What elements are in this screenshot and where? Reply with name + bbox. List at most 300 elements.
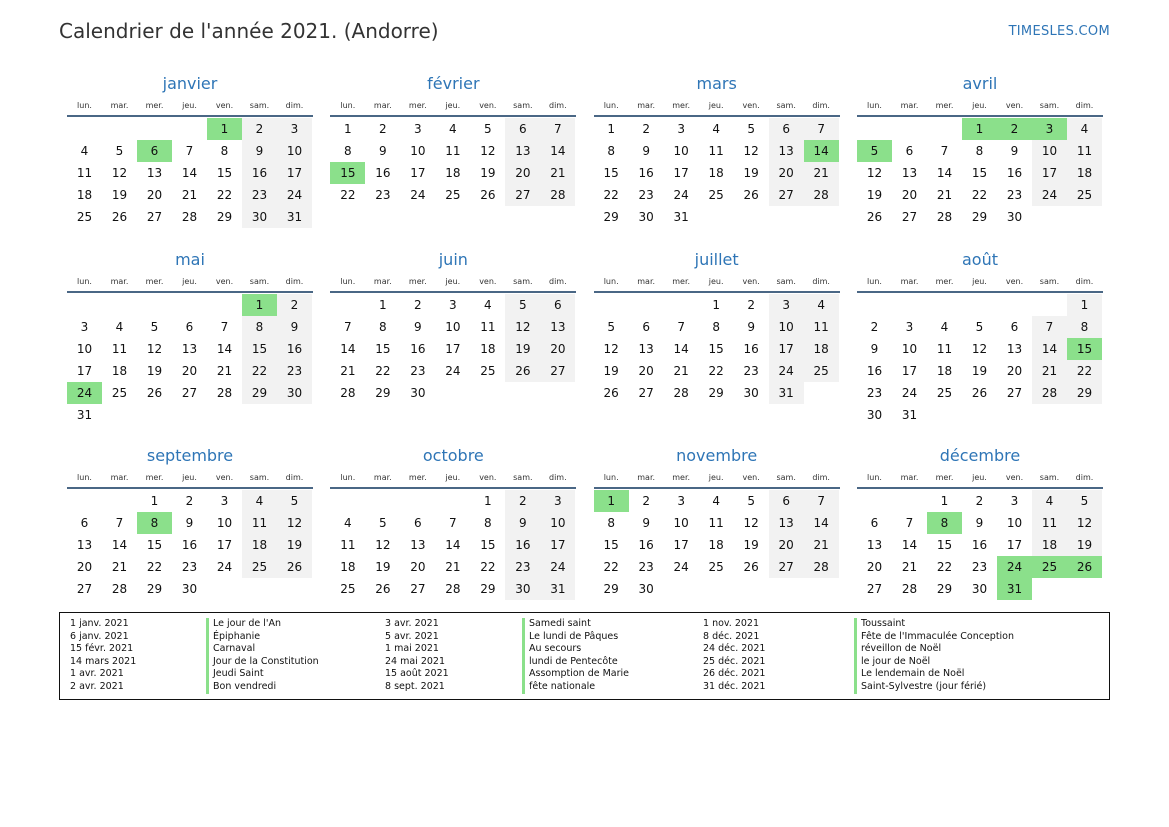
holiday-day-cell: 1 xyxy=(962,118,997,140)
day-cell: 12 xyxy=(111,166,128,180)
day-cell: 26 xyxy=(971,386,988,400)
day-grid xyxy=(67,294,313,426)
weekday-header xyxy=(330,468,576,489)
weekday-label: mar. xyxy=(373,277,392,286)
weekday-label: dim. xyxy=(1075,473,1094,482)
day-cell: 22 xyxy=(708,364,724,378)
empty-cell xyxy=(927,294,962,316)
day-cell: 21 xyxy=(673,364,689,378)
day-cell: 16 xyxy=(505,534,540,556)
weekday-label: mer. xyxy=(145,473,164,482)
weekday-label: mer. xyxy=(935,473,954,482)
weekday-label: lun. xyxy=(77,277,92,286)
day-cell: 4 xyxy=(484,298,492,312)
day-cell: 9 xyxy=(1010,144,1019,158)
day-cell: 1 xyxy=(607,122,615,136)
empty-cell xyxy=(137,118,172,140)
day-cell: 10 xyxy=(769,316,804,338)
weekday-label: lun. xyxy=(603,101,619,110)
day-cell: 20 xyxy=(638,364,654,378)
day-cell: 7 xyxy=(220,320,229,334)
day-cell: 28 xyxy=(1032,382,1067,404)
day-cell: 11 xyxy=(111,342,128,356)
weekday-label: dim. xyxy=(549,473,567,482)
empty-cell xyxy=(892,294,927,316)
weekday-label: jeu. xyxy=(445,101,461,110)
day-cell: 16 xyxy=(181,538,198,552)
day-cell: 15 xyxy=(603,538,619,552)
day-cell: 3 xyxy=(769,294,804,316)
month-7 xyxy=(857,248,1103,444)
day-cell: 7 xyxy=(940,144,949,158)
holiday-name: fête nationale xyxy=(522,681,629,694)
day-cell: 28 xyxy=(445,582,461,596)
month-11 xyxy=(857,444,1103,607)
weekday-label: sam. xyxy=(249,277,270,286)
weekday-label: jeu. xyxy=(972,277,987,286)
day-cell: 19 xyxy=(375,560,391,574)
day-cell: 28 xyxy=(340,386,356,400)
day-cell: 16 xyxy=(242,162,277,184)
day-cell: 10 xyxy=(901,342,918,356)
day-cell: 6 xyxy=(414,516,422,530)
day-cell: 19 xyxy=(480,166,496,180)
day-cell: 23 xyxy=(1006,188,1023,202)
day-cell: 12 xyxy=(866,166,883,180)
holiday-name: Toussaint xyxy=(854,618,1014,631)
day-cell: 5 xyxy=(150,320,159,334)
weekday-label: sam. xyxy=(513,473,533,482)
day-cell: 17 xyxy=(277,162,312,184)
weekday-label: lun. xyxy=(340,277,356,286)
day-cell: 20 xyxy=(76,560,93,574)
day-cell: 8 xyxy=(1067,316,1102,338)
day-cell: 3 xyxy=(414,122,422,136)
day-cell: 29 xyxy=(480,582,496,596)
weekday-label: mar. xyxy=(637,101,656,110)
holiday-date: 3 avr. 2021 xyxy=(385,618,439,629)
day-cell: 27 xyxy=(146,210,163,224)
day-cell: 22 xyxy=(480,560,496,574)
day-cell: 7 xyxy=(449,516,457,530)
weekday-header xyxy=(67,96,313,117)
weekday-label: dim. xyxy=(285,473,304,482)
day-cell: 18 xyxy=(242,534,277,556)
day-cell: 24 xyxy=(410,188,426,202)
day-cell: 7 xyxy=(344,320,352,334)
weekday-label: sam. xyxy=(513,101,533,110)
holiday-name: Le jour de l'An xyxy=(206,618,319,631)
day-cell: 13 xyxy=(505,140,540,162)
day-cell: 29 xyxy=(603,210,619,224)
day-cell: 29 xyxy=(216,210,233,224)
day-cell: 12 xyxy=(277,512,312,534)
day-cell: 31 xyxy=(76,408,93,422)
month-name: février xyxy=(427,74,480,93)
holiday-name: Le lendemain de Noël xyxy=(854,668,1014,681)
weekday-label: mer. xyxy=(408,277,427,286)
holiday-day-cell: 15 xyxy=(330,162,365,184)
weekday-label: sam. xyxy=(513,277,533,286)
day-cell: 15 xyxy=(936,538,953,552)
legend-dates-column xyxy=(385,618,449,694)
day-cell: 4 xyxy=(344,516,352,530)
day-cell: 11 xyxy=(1067,140,1102,162)
weekday-label: jeu. xyxy=(708,101,724,110)
holiday-name: réveillon de Noël xyxy=(854,643,1014,656)
day-cell: 8 xyxy=(242,316,277,338)
weekday-label: lun. xyxy=(867,277,882,286)
day-cell: 18 xyxy=(804,338,839,360)
day-cell: 9 xyxy=(277,316,312,338)
day-grid xyxy=(857,490,1103,600)
weekday-label: ven. xyxy=(742,473,760,482)
day-cell: 21 xyxy=(936,188,953,202)
day-cell: 15 xyxy=(603,166,619,180)
holiday-date: 2 avr. 2021 xyxy=(70,680,124,692)
day-cell: 12 xyxy=(971,342,988,356)
day-cell: 24 xyxy=(277,184,312,206)
day-cell: 14 xyxy=(216,342,233,356)
brand-link[interactable]: TIMESLES.COM xyxy=(1008,24,1110,39)
day-cell: 11 xyxy=(708,516,724,530)
day-cell: 17 xyxy=(1006,538,1023,552)
weekday-label: ven. xyxy=(742,277,760,286)
weekday-header xyxy=(67,468,313,489)
weekday-label: mer. xyxy=(672,473,691,482)
weekday-header xyxy=(594,272,840,293)
day-cell: 3 xyxy=(80,320,89,334)
day-cell: 30 xyxy=(638,582,654,596)
day-cell: 12 xyxy=(1067,512,1102,534)
day-cell: 22 xyxy=(216,188,233,202)
day-cell: 24 xyxy=(673,188,689,202)
day-cell: 25 xyxy=(111,386,128,400)
day-cell: 14 xyxy=(1032,338,1067,360)
holiday-name: Fête de l'Immaculée Conception xyxy=(854,631,1014,644)
day-cell: 25 xyxy=(936,386,953,400)
day-cell: 16 xyxy=(410,342,426,356)
holiday-date: 24 mai 2021 xyxy=(385,655,446,667)
day-cell: 11 xyxy=(804,316,839,338)
weekday-label: mar. xyxy=(900,473,919,482)
day-cell: 5 xyxy=(747,494,755,508)
weekday-label: mer. xyxy=(408,101,427,110)
month-1 xyxy=(330,72,576,248)
empty-cell xyxy=(67,294,102,316)
weekday-label: mar. xyxy=(637,277,656,286)
day-cell: 13 xyxy=(146,166,163,180)
day-cell: 26 xyxy=(375,582,391,596)
day-cell: 17 xyxy=(901,364,918,378)
day-cell: 11 xyxy=(936,342,953,356)
day-cell: 8 xyxy=(607,144,615,158)
legend-names-column xyxy=(854,618,1014,694)
day-cell: 16 xyxy=(638,166,654,180)
day-cell: 19 xyxy=(743,166,759,180)
day-cell: 24 xyxy=(901,386,918,400)
month-name: août xyxy=(961,250,998,269)
weekday-label: dim. xyxy=(812,277,830,286)
day-cell: 13 xyxy=(769,140,804,162)
weekday-label: mer. xyxy=(672,101,691,110)
day-cell: 20 xyxy=(410,560,426,574)
day-cell: 22 xyxy=(603,188,619,202)
day-cell: 17 xyxy=(1032,162,1067,184)
day-cell: 26 xyxy=(866,210,883,224)
empty-cell xyxy=(67,118,102,140)
day-cell: 8 xyxy=(712,320,720,334)
day-cell: 19 xyxy=(505,338,540,360)
day-cell: 10 xyxy=(277,140,312,162)
day-cell: 26 xyxy=(277,556,312,578)
day-cell: 5 xyxy=(747,122,755,136)
day-cell: 25 xyxy=(242,556,277,578)
day-cell: 13 xyxy=(866,538,883,552)
day-cell: 28 xyxy=(111,582,128,596)
empty-cell xyxy=(1032,294,1067,316)
day-grid xyxy=(857,118,1103,228)
day-cell: 2 xyxy=(747,298,755,312)
day-cell: 30 xyxy=(971,582,988,596)
day-cell: 24 xyxy=(445,364,461,378)
day-cell: 21 xyxy=(1032,360,1067,382)
day-cell: 2 xyxy=(642,122,650,136)
day-cell: 12 xyxy=(743,516,759,530)
day-cell: 7 xyxy=(905,516,914,530)
day-cell: 23 xyxy=(181,560,198,574)
empty-cell xyxy=(664,294,699,316)
day-cell: 29 xyxy=(146,582,163,596)
weekday-label: lun. xyxy=(603,473,619,482)
day-cell: 22 xyxy=(1067,360,1102,382)
day-cell: 1 xyxy=(344,122,352,136)
holiday-day-cell: 5 xyxy=(857,140,892,162)
day-cell: 3 xyxy=(220,494,229,508)
holiday-date: 1 janv. 2021 xyxy=(70,618,129,629)
month-10 xyxy=(594,444,840,607)
empty-cell xyxy=(927,118,962,140)
day-cell: 22 xyxy=(971,188,988,202)
empty-cell xyxy=(365,490,400,512)
day-cell: 8 xyxy=(975,144,984,158)
day-cell: 5 xyxy=(975,320,984,334)
day-cell: 30 xyxy=(743,386,759,400)
holiday-date: 8 sept. 2021 xyxy=(385,680,445,692)
weekday-header xyxy=(594,96,840,117)
month-name: janvier xyxy=(162,74,218,93)
weekday-label: sam. xyxy=(1039,101,1060,110)
day-cell: 4 xyxy=(449,122,457,136)
holiday-day-cell: 2 xyxy=(997,118,1032,140)
page-title: Calendrier de l'année 2021. (Andorre) xyxy=(59,19,439,43)
day-cell: 28 xyxy=(936,210,953,224)
month-name: mars xyxy=(696,74,737,93)
day-cell: 3 xyxy=(677,494,685,508)
empty-cell xyxy=(435,490,470,512)
day-cell: 25 xyxy=(708,560,724,574)
empty-cell xyxy=(629,294,664,316)
day-cell: 6 xyxy=(642,320,650,334)
weekday-label: mar. xyxy=(900,101,919,110)
month-name: juillet xyxy=(694,250,739,269)
empty-cell xyxy=(962,294,997,316)
day-cell: 12 xyxy=(505,316,540,338)
day-cell: 16 xyxy=(375,166,391,180)
day-cell: 7 xyxy=(115,516,124,530)
day-cell: 24 xyxy=(216,560,233,574)
day-cell: 28 xyxy=(901,582,918,596)
weekday-label: mar. xyxy=(110,277,129,286)
month-name: novembre xyxy=(676,446,758,465)
day-cell: 13 xyxy=(181,342,198,356)
day-cell: 13 xyxy=(540,316,575,338)
day-cell: 28 xyxy=(216,386,233,400)
day-cell: 9 xyxy=(505,512,540,534)
weekday-label: lun. xyxy=(867,473,882,482)
holiday-name: Bon vendredi xyxy=(206,681,319,694)
day-cell: 20 xyxy=(505,162,540,184)
holiday-date: 31 déc. 2021 xyxy=(703,680,766,692)
day-cell: 4 xyxy=(1032,490,1067,512)
holiday-name: le jour de Noël xyxy=(854,656,1014,669)
day-cell: 19 xyxy=(971,364,988,378)
day-cell: 14 xyxy=(181,166,198,180)
weekday-label: jeu. xyxy=(972,473,987,482)
day-cell: 17 xyxy=(216,538,233,552)
day-cell: 3 xyxy=(449,298,457,312)
day-cell: 10 xyxy=(540,512,575,534)
day-grid xyxy=(594,118,840,228)
day-cell: 13 xyxy=(769,512,804,534)
weekday-label: mar. xyxy=(110,101,129,110)
day-cell: 6 xyxy=(540,294,575,316)
month-6 xyxy=(594,248,840,444)
day-cell: 1 xyxy=(712,298,720,312)
empty-cell xyxy=(330,294,365,316)
month-4 xyxy=(67,248,313,444)
day-cell: 13 xyxy=(638,342,654,356)
day-cell: 27 xyxy=(901,210,918,224)
day-cell: 17 xyxy=(76,364,93,378)
day-cell: 8 xyxy=(607,516,615,530)
day-cell: 26 xyxy=(743,560,759,574)
holiday-date: 14 mars 2021 xyxy=(70,655,137,667)
day-cell: 30 xyxy=(1006,210,1023,224)
day-cell: 15 xyxy=(971,166,988,180)
weekday-label: ven. xyxy=(1005,473,1024,482)
day-cell: 27 xyxy=(505,184,540,206)
weekday-label: mar. xyxy=(373,101,392,110)
day-cell: 11 xyxy=(242,512,277,534)
day-cell: 18 xyxy=(936,364,953,378)
empty-cell xyxy=(330,490,365,512)
day-cell: 23 xyxy=(638,188,654,202)
day-cell: 19 xyxy=(277,534,312,556)
day-cell: 9 xyxy=(975,516,984,530)
holiday-date: 24 déc. 2021 xyxy=(703,643,766,655)
day-cell: 29 xyxy=(1067,382,1102,404)
day-cell: 31 xyxy=(277,206,312,228)
day-cell: 6 xyxy=(80,516,89,530)
day-cell: 9 xyxy=(242,140,277,162)
day-cell: 27 xyxy=(540,360,575,382)
day-cell: 10 xyxy=(216,516,233,530)
weekday-label: sam. xyxy=(249,101,270,110)
day-cell: 30 xyxy=(277,382,312,404)
holiday-day-cell: 14 xyxy=(804,140,839,162)
weekday-label: lun. xyxy=(603,277,619,286)
month-name: septembre xyxy=(146,446,234,465)
day-cell: 21 xyxy=(804,534,839,556)
day-cell: 28 xyxy=(540,184,575,206)
day-cell: 21 xyxy=(340,364,356,378)
weekday-label: jeu. xyxy=(445,473,461,482)
day-cell: 18 xyxy=(445,166,461,180)
weekday-label: mer. xyxy=(935,277,954,286)
weekday-label: ven. xyxy=(479,277,497,286)
day-cell: 3 xyxy=(277,118,312,140)
day-cell: 18 xyxy=(1067,162,1102,184)
day-cell: 28 xyxy=(673,386,689,400)
day-cell: 28 xyxy=(804,184,839,206)
holiday-legend xyxy=(59,612,1110,700)
day-cell: 4 xyxy=(940,320,949,334)
day-cell: 7 xyxy=(540,118,575,140)
empty-cell xyxy=(400,490,435,512)
day-cell: 14 xyxy=(901,538,918,552)
day-cell: 24 xyxy=(673,560,689,574)
day-cell: 22 xyxy=(146,560,163,574)
weekday-header xyxy=(857,272,1103,293)
legend-dates-column xyxy=(703,618,765,694)
day-cell: 29 xyxy=(375,386,391,400)
day-grid xyxy=(330,118,576,206)
day-cell: 13 xyxy=(1006,342,1023,356)
day-cell: 5 xyxy=(379,516,387,530)
day-cell: 23 xyxy=(638,560,654,574)
day-cell: 6 xyxy=(870,516,879,530)
day-cell: 13 xyxy=(76,538,93,552)
day-cell: 1 xyxy=(1067,294,1102,316)
month-name: décembre xyxy=(939,446,1021,465)
day-cell: 14 xyxy=(936,166,953,180)
day-cell: 9 xyxy=(642,144,650,158)
day-cell: 16 xyxy=(971,538,988,552)
weekday-label: dim. xyxy=(1075,277,1094,286)
day-cell: 25 xyxy=(480,364,496,378)
weekday-label: sam. xyxy=(776,101,796,110)
day-cell: 2 xyxy=(505,490,540,512)
year-calendar xyxy=(67,72,1101,607)
day-cell: 31 xyxy=(769,382,804,404)
day-cell: 16 xyxy=(866,364,883,378)
holiday-date: 5 avr. 2021 xyxy=(385,630,439,642)
day-cell: 29 xyxy=(708,386,724,400)
day-cell: 29 xyxy=(936,582,953,596)
empty-cell xyxy=(102,490,137,512)
day-cell: 6 xyxy=(185,320,194,334)
day-cell: 16 xyxy=(638,538,654,552)
day-cell: 12 xyxy=(146,342,163,356)
weekday-header xyxy=(857,96,1103,117)
legend-dates-column xyxy=(70,618,136,694)
day-cell: 21 xyxy=(181,188,198,202)
weekday-label: mer. xyxy=(145,101,164,110)
legend-names-column xyxy=(522,618,629,694)
day-cell: 4 xyxy=(804,294,839,316)
day-cell: 25 xyxy=(708,188,724,202)
